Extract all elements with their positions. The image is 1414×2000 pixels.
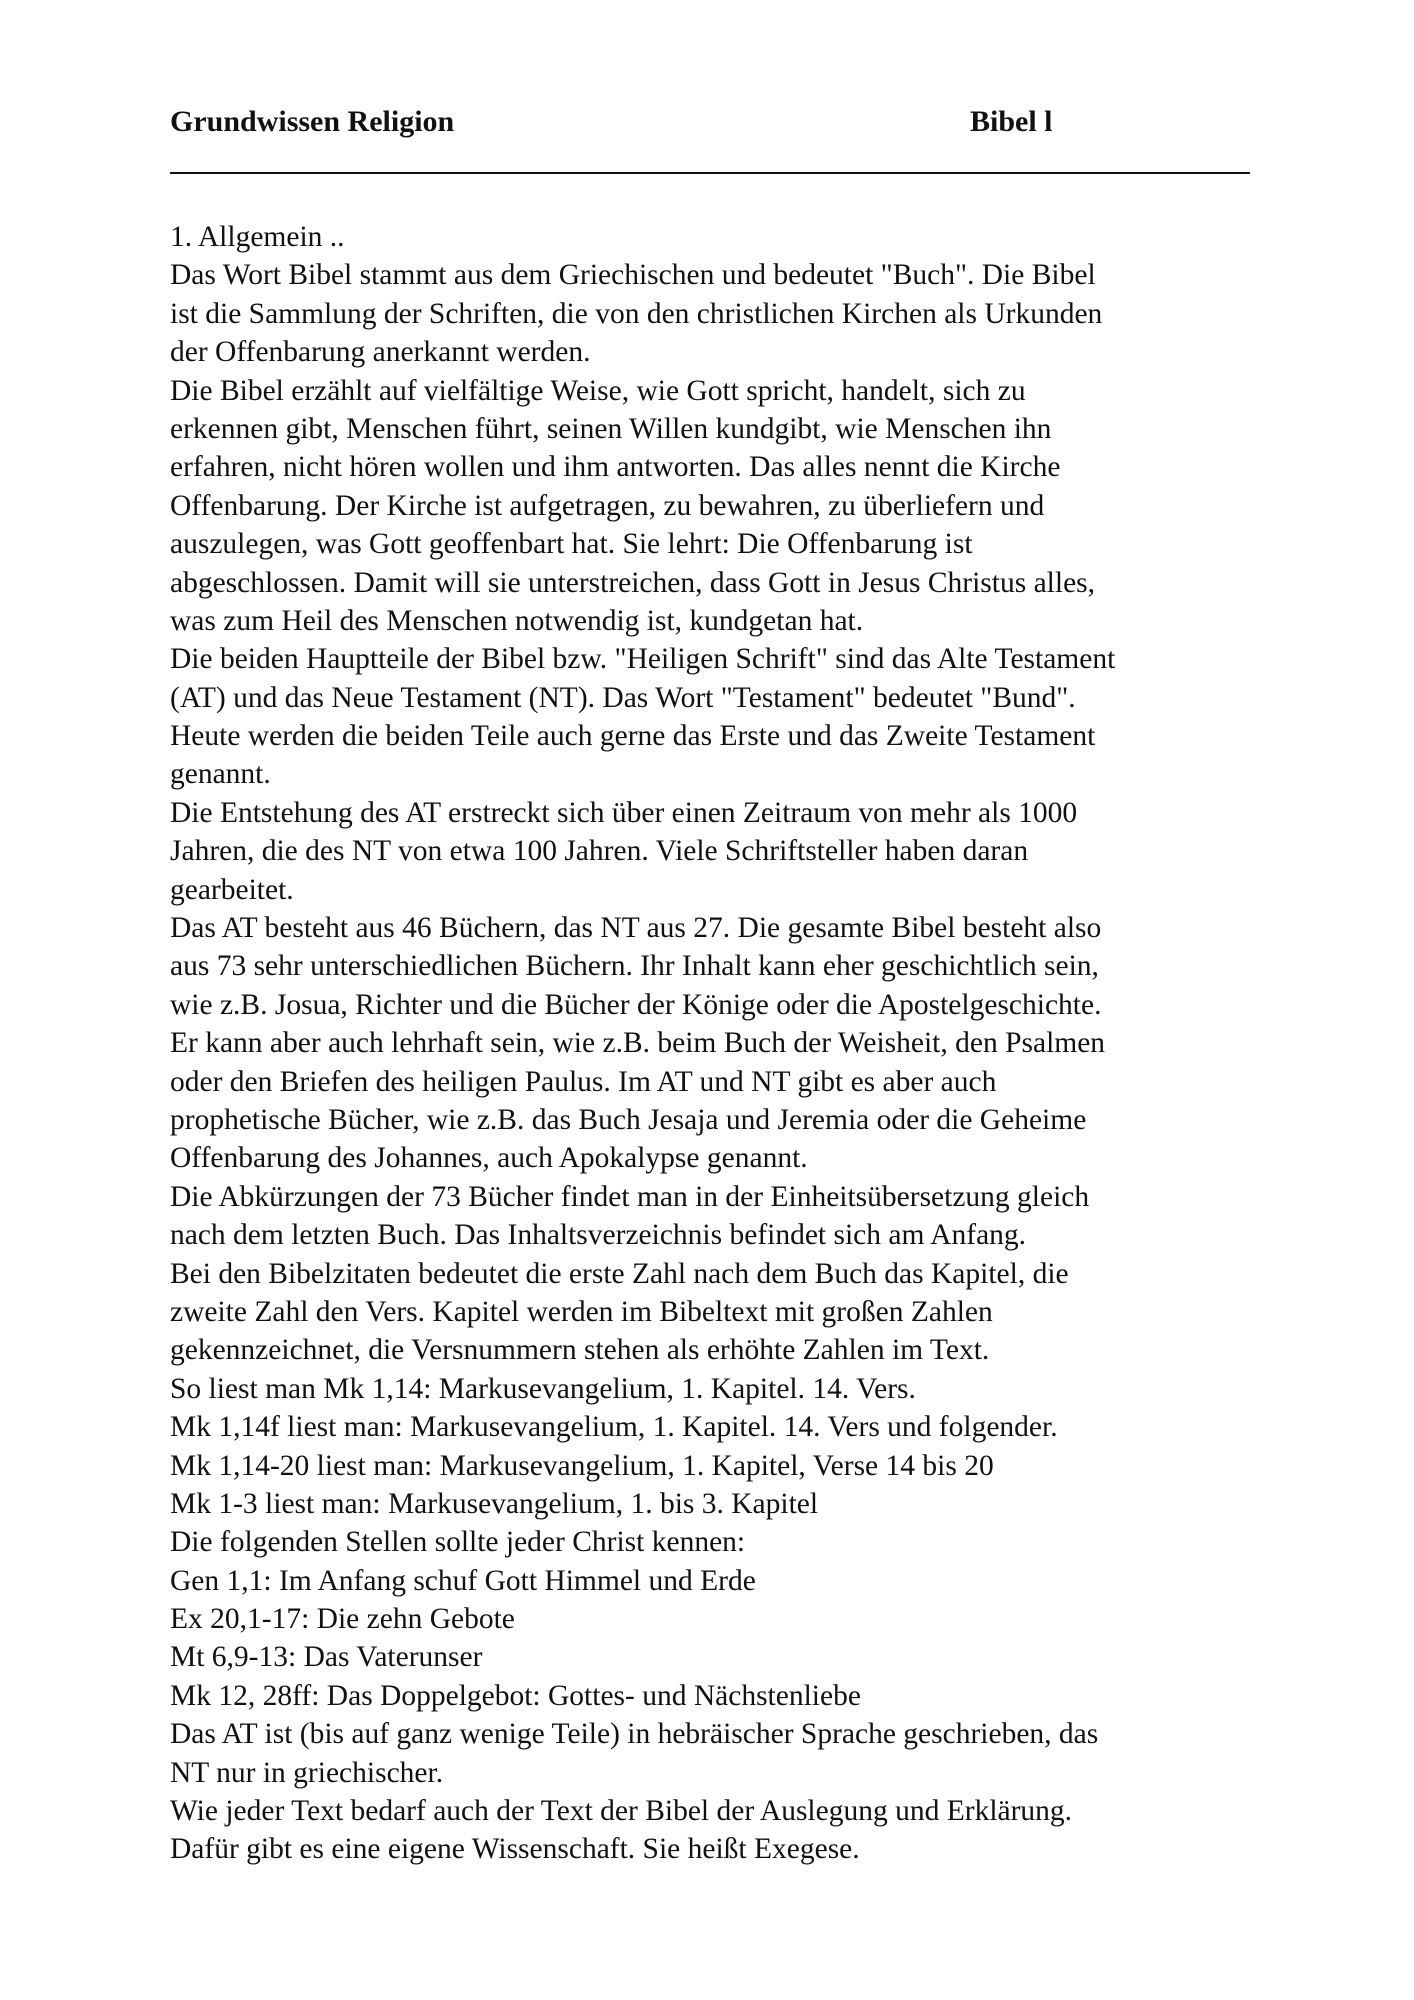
text-line: erkennen gibt, Menschen führt, seinen Willen kundgibt, wie Menschen ihn xyxy=(170,412,1052,445)
header-divider xyxy=(170,172,1250,174)
text-line: NT nur in griechischer. xyxy=(170,1756,444,1789)
text-line: Dafür gibt es eine eigene Wissenschaft. Sie heißt Exegese. xyxy=(170,1833,860,1866)
text-line: Die Entstehung des AT erstreckt sich über einen Zeitraum von mehr als 1000 xyxy=(170,796,1078,829)
text-line: (AT) und das Neue Testament (NT). Das Wort "Testament" bedeutet "Bund". xyxy=(170,681,1076,714)
text-line: So liest man Mk 1,14: Markusevangelium, 1. Kapitel. 14. Vers. xyxy=(170,1372,916,1405)
header-title: Grundwissen Religion xyxy=(170,105,455,138)
header-topic: Bibel l xyxy=(970,105,1053,138)
section-heading: 1. Allgemein .. xyxy=(170,221,345,253)
text-line: zweite Zahl den Vers. Kapitel werden im Bibeltext mit großen Zahlen xyxy=(170,1295,993,1328)
text-line: Die Bibel erzählt auf vielfältige Weise, wie Gott spricht, handelt, sich zu xyxy=(170,374,1026,407)
text-line: Gen 1,1: Im Anfang schuf Gott Himmel und Erde xyxy=(170,1564,756,1597)
text-line: aus 73 sehr unterschiedlichen Büchern. Ihr Inhalt kann eher geschichtlich sein, xyxy=(170,950,1099,983)
text-line: auszulegen, was Gott geoffenbart hat. Sie lehrt: Die Offenbarung ist xyxy=(170,528,973,561)
text-line: Er kann aber auch lehrhaft sein, wie z.B. beim Buch der Weisheit, den Psalmen xyxy=(170,1027,1106,1060)
text-line: Mt 6,9-13: Das Vaterunser xyxy=(170,1641,483,1674)
text-line: Mk 12, 28ff: Das Doppelgebot: Gottes- und Nächstenliebe xyxy=(170,1679,861,1712)
text-line: gearbeitet. xyxy=(170,873,294,906)
text-line: Heute werden die beiden Teile auch gerne das Erste und das Zweite Testament xyxy=(170,720,1096,753)
text-line: Mk 1-3 liest man: Markusevangelium, 1. bis 3. Kapitel xyxy=(170,1487,819,1520)
text-line: Die Abkürzungen der 73 Bücher findet man in der Einheitsübersetzung gleich xyxy=(170,1180,1090,1213)
text-line: abgeschlossen. Damit will sie unterstreichen, dass Gott in Jesus Christus alles, xyxy=(170,566,1096,599)
page-header xyxy=(170,100,1250,148)
text-line: nach dem letzten Buch. Das Inhaltsverzeichnis befindet sich am Anfang. xyxy=(170,1219,1027,1252)
text-line: gekennzeichnet, die Versnummern stehen als erhöhte Zahlen im Text. xyxy=(170,1334,990,1367)
text-line: der Offenbarung anerkannt werden. xyxy=(170,336,591,369)
text-line: Wie jeder Text bedarf auch der Text der Bibel der Auslegung und Erklärung. xyxy=(170,1795,1073,1828)
text-line: genannt. xyxy=(170,758,271,791)
text-line: Das AT ist (bis auf ganz wenige Teile) in hebräischer Sprache geschrieben, das xyxy=(170,1718,1099,1751)
text-line: erfahren, nicht hören wollen und ihm antworten. Das alles nennt die Kirche xyxy=(170,451,1061,484)
text-line: Mk 1,14-20 liest man: Markusevangelium, 1. Kapitel, Verse 14 bis 20 xyxy=(170,1449,994,1482)
text-line: Das Wort Bibel stammt aus dem Griechischen und bedeutet "Buch". Die Bibel xyxy=(170,259,1096,292)
text-line: Offenbarung des Johannes, auch Apokalypse genannt. xyxy=(170,1142,808,1175)
text-line: Das AT besteht aus 46 Büchern, das NT aus 27. Die gesamte Bibel besteht also xyxy=(170,912,1102,945)
text-line: wie z.B. Josua, Richter und die Bücher der Könige oder die Apostelgeschichte. xyxy=(170,988,1102,1021)
text-line: Bei den Bibelzitaten bedeutet die erste Zahl nach dem Buch das Kapitel, die xyxy=(170,1257,1069,1290)
text-line: Offenbarung. Der Kirche ist aufgetragen, zu bewahren, zu überliefern und xyxy=(170,489,1045,522)
body-text xyxy=(170,218,1260,1869)
text-line: Ex 20,1-17: Die zehn Gebote xyxy=(170,1603,515,1636)
text-line: Mk 1,14f liest man: Markusevangelium, 1. Kapitel. 14. Vers und folgender. xyxy=(170,1411,1058,1444)
text-line: prophetische Bücher, wie z.B. das Buch Jesaja und Jeremia oder die Geheime xyxy=(170,1103,1087,1136)
text-line: oder den Briefen des heiligen Paulus. Im AT und NT gibt es aber auch xyxy=(170,1065,997,1098)
text-line: Die folgenden Stellen sollte jeder Christ kennen: xyxy=(170,1526,746,1559)
text-line: Die beiden Hauptteile der Bibel bzw. "Heiligen Schrift" sind das Alte Testament xyxy=(170,643,1116,676)
text-line: Jahren, die des NT von etwa 100 Jahren. Viele Schriftsteller haben daran xyxy=(170,835,1029,868)
text-line: ist die Sammlung der Schriften, die von den christlichen Kirchen als Urkunden xyxy=(170,297,1103,330)
text-line: was zum Heil des Menschen notwendig ist, kundgetan hat. xyxy=(170,604,864,637)
